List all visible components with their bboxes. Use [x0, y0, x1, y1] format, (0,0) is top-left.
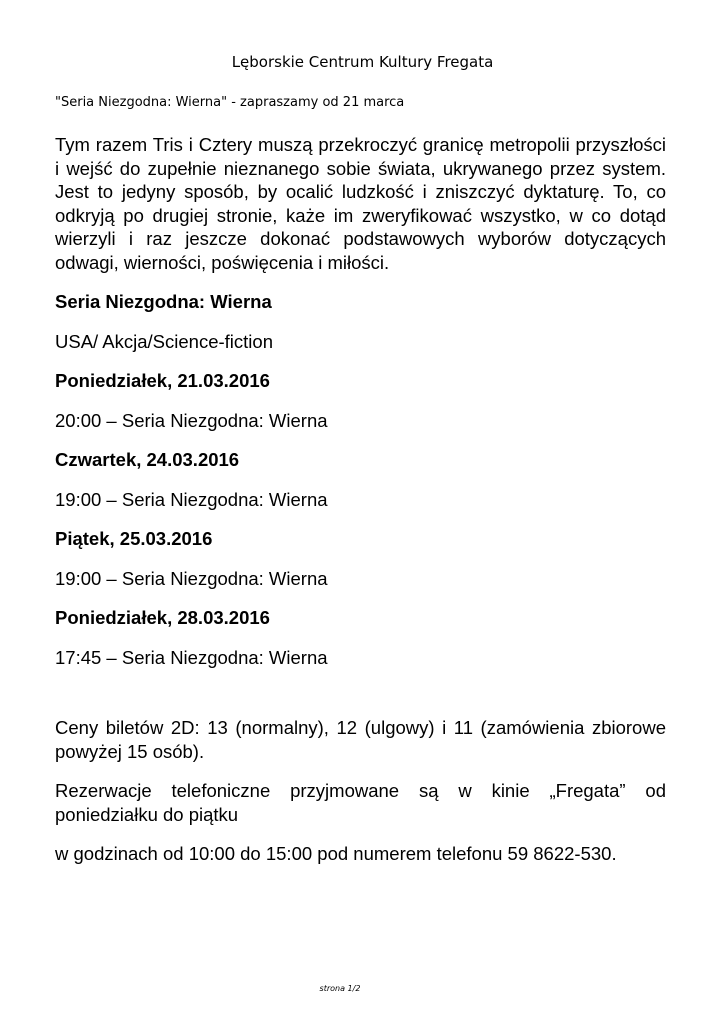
ticket-prices: Ceny biletów 2D: 13 (normalny), 12 (ulgowy) i 11 (zamówienia zbiorowe powyżej 15 osób).	[55, 717, 666, 762]
document-body	[55, 133, 666, 866]
screening-time: 17:45 – Seria Niezgodna: Wierna	[55, 646, 328, 668]
screening-date: Poniedziałek, 21.03.2016	[55, 370, 270, 391]
screening-time: 19:00 – Seria Niezgodna: Wierna	[55, 488, 328, 510]
spacer	[55, 669, 666, 700]
screening-time: 20:00 – Seria Niezgodna: Wierna	[55, 409, 328, 431]
page-number: strona 1/2	[319, 984, 361, 993]
reservation-info: Rezerwacje telefoniczne przyjmowane są w kinie „Fregata” od poniedziałku do piątku	[55, 780, 666, 825]
screening-date: Poniedziałek, 28.03.2016	[55, 607, 270, 628]
film-title: Seria Niezgodna: Wierna	[55, 291, 272, 312]
screening-date: Piątek, 25.03.2016	[55, 528, 213, 549]
screening-date: Czwartek, 24.03.2016	[55, 449, 240, 470]
screening-time: 19:00 – Seria Niezgodna: Wierna	[55, 567, 328, 589]
reservation-hours: w godzinach od 10:00 do 15:00 pod numerem telefonu 59 8622-530.	[55, 843, 617, 864]
intro-paragraph: Tym razem Tris i Cztery muszą przekroczyć granicę metropolii przyszłości i wejść do zupełnie nieznanego sobie świata, ukrywanego przez system. Jest to jedyny sposób, by ocalić ludzkość i zniszczyć dyktaturę. To, co odkryją po drugiej stronie, każe im zweryfikować wszystko, w co dotąd wierzyli i raz jeszcze dokonać podstawowych wyborów dotyczących odwagi, wierności, poświęcenia i miłości.	[55, 134, 666, 273]
document-header: Lęborskie Centrum Kultury Fregata	[231, 53, 494, 71]
document-subtitle: "Seria Niezgodna: Wierna" - zapraszamy od 21 marca	[55, 95, 405, 110]
film-genre: USA/ Akcja/Science-fiction	[55, 330, 273, 352]
